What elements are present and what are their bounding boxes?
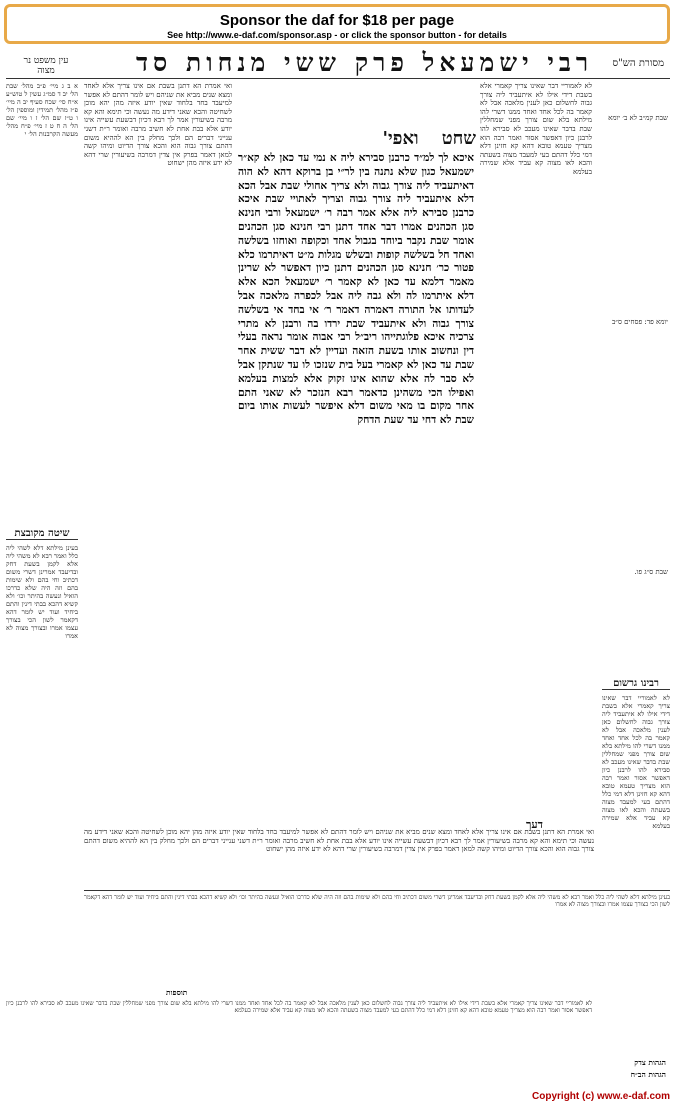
header-ein-mishpat-label: עין משפט נר מצוה <box>23 56 69 76</box>
header-title: רבי ישמעאל פרק ששי מנחות סד <box>136 48 594 77</box>
sponsor-title[interactable]: Sponsor the daf for $18 per page <box>219 12 455 29</box>
ein-mishpat-column: א ב ג מיי׳ פ״ב מהל׳ שבת הל׳ יב ד סמ״ג עשין ל טוש״ע א״ח סי׳ שכח סעיף יב ה מיי׳ פ״ז מהל׳ תמידין ומוספין הל׳ ו ט״ז שם הל׳ ז ו מיי׳ שם הל׳ ה ח ט ז מיי׳ פ״ח מהל׳ מעשה הקרבנות הל׳ י <box>6 82 78 138</box>
header-tractate: מסורת הש"ס <box>612 58 664 69</box>
footer-section-label: תוספות <box>166 988 188 997</box>
tosafot-column-top: ואי אמרת הא דתנן בשבת אם אינו צריך אלא לאחד ומצא שנים מביא את שניהם ויש לומר דהתם לא אפשר למיעבד בחד בלחוד שאין יודע איזה מהן יהא מוכן לשחיטה והכא שאני דידע מה נעשה וכי תימא והא קא מרבה בשיעורין אמר לך רבא דכיון דבשעת עשייה אינו יודע אלא בבת אחת לא חשיב מרבה ואומר ר״ת דשני ענייני דברים הם ולכך מחלק בין הא לההיא משום דהתם צורך גבוה הוא והכא צורך הדיוט ומיהו קשה למאן דאמר בפרק אין צדין דמרבה בשיעורין שרי דהא לא ידע איזה מהן ישחוט <box>84 82 232 168</box>
sponsor-subtitle[interactable]: See http://www.e-daf.com/sponsor.asp - or click the sponsor button - for details <box>167 30 507 40</box>
footnotes: בעינן מילתא דלא לשהי ליה כלל ואמר רבא לא משהי ליה אלא לקמן בשעת דחק ובדיעבד אמרינן דשרי משום דכתיב וחי בהם ולא שימות בהם וזה היה שלא כדרכו הואיל ונעשה בהיתר וכו׳ ולא קשיא דהכא בבתי דינין והתם ביחיד ועוד יש לומר דהא דקאמר לשון הכי בצורך עצמו אמרו ובצורך מצוה לא אמרו <box>84 894 670 909</box>
side-section-title: שיטה מקובצת <box>6 528 78 540</box>
copyright-link[interactable]: Copyright (c) www.e-daf.com <box>532 1091 670 1102</box>
main-head-word: שחט <box>441 128 476 149</box>
footnote-rule <box>84 890 670 891</box>
header-rule <box>6 78 670 79</box>
gemara-text: איכא לך למ״ד כרבנן סבירא ליה א נמי עד כאן לא קא״ר ישמעאל כגון שלא נתנה בין לר״י בן ברוקא דהא לא הוה דאיתעביד ליה צורך גבוה ולא צריך אחולי שבת אבל הכא דלא איתעביד ליה צורך גבוה וצריך לאתויי שבת איכא כרבנן סבירא ליה אלא אמר רבה ר׳ ישמעאל ורבי חנינא סגן הכהנים אמרו דבר אחד דתנן רבי חנינא סגן הכהנים אומר שבת נקבר ביוחד בגבול אחד וכקופה ואוחזו בשלשה ואחד חל בשלשה קופות ובשלש מגלות מ״ט דאיתרמו כלא פטור כר׳ חנינא סגן הכהנים דתנן כיון דאפשר לא שרינן מאמר דלמא עד כאן לא קאמר ר׳ ישמעאל הכא אלא דלא איתרמו לה ולא גבה ליה אבל לכפרה מלאכה אבל לעדותו אל התורה דאמרה דאמר ר׳ אי בחד אי בשלשה צורך גבוה ולא איתעביד שבת ירדו בה ורבנן לא מתרי צרכיה איכא פלוגתייהו ריב״ל רבי אבוה אומר נראה בעלי דין ונחשוב אותו בשעת הזאה ועדיין לא דבר ששית אחר שבת עד כאן לא קאמרי בעל בית שנזכו לו עד שנתקן אבל לא סבר לה אלא שהוא אינו זקוק אלא למצות בעלמא ואפילו הכי משהינן כדאמר רבא הנזכר לא שאני התם אחר מקום בו מאי משום דלא איפשר לעשות אותו ביום שבת לא דחי עד שעת הדחק <box>238 152 474 427</box>
margin-note: שבת ס״ג פו. <box>634 568 668 576</box>
footer-section-label: הגהות הב״ח <box>630 1070 666 1079</box>
catchword: דעך <box>526 818 543 831</box>
main-heading <box>236 128 476 148</box>
rabbeinu-gershom-title: רבינו גרשום <box>602 678 670 690</box>
side-section-text: בעינן מילתא דלא לשהי ליה כלל ואמר רבא לא משהי ליה אלא לקמן בשעת דחק ובדיעבד אמרינן דשרי משום דכתיב וחי בהם ולא שימות בהם וזה היה שלא כדרכו הואיל ונעשה בהיתר וכו׳ ולא קשיא דהכא בבתי דינין והתם ביחיד ועוד יש לומר דהא דקאמר לשון הכי בצורך עצמו אמרו ובצורך מצוה לא אמרו <box>6 544 78 640</box>
margin-note: יומא פד: פסחים ס״ב <box>611 318 668 326</box>
footer-section-label: הגהות צדק <box>634 1058 666 1067</box>
sponsor-banner[interactable] <box>4 4 670 44</box>
main-head-word-2: ואפי' <box>382 128 419 149</box>
margin-note: שבת קמ״ב לא ב׳ יומא <box>608 114 668 122</box>
page-header <box>6 48 670 78</box>
rashi-column-top: לא לאמוריי דבר שאינו צריך קאמרי אלא בשבת דידי אילו לא איתעביד ליה צורך גבוה לחשלום כאן לענין מלאכה אבל לא קאמר בה לכל אחד ואחד ממנו דשרי להו מילתא בלא שום צורך מפני שמחללין שבת בדבר שאינו מעכב לא סבירא להו לרבנן כיון דאפשר אסור ואמר רבה הוא מצריך טעמא טובא דהא קא חזינן דלא דמי כלל דהתם בעי למעבד מצוה בשעתה והכא לאו מצוה קא עביד אלא שמירה בעלמא <box>480 82 592 176</box>
footer-text: לא לאמוריי דבר שאינו צריך קאמרי אלא בשבת דידי אילו לא איתעביד ליה צורך גבוה לחשלום כאן לענין מלאכה אבל לא קאמר בה לכל אחד ואחד ממנו דשרי להו מילתא בלא שום צורך מפני שמחללין שבת בדבר שאינו מעכב לא סבירא להו לרבנן כיון דאפשר אסור ואמר רבה הוא מצריך טעמא טובא דהא קא חזינן דלא דמי כלל דהתם בעי למעבד מצוה בשעתה והכא לאו מצוה קא עביד אלא שמירה בעלמא <box>6 1000 592 1015</box>
rabbeinu-gershom-text: לא לאמוריי דבר שאינו צריך קאמרי אלא בשבת דידי אילו לא איתעביד ליה צורך גבוה לחשלום כאן לענין מלאכה אבל לא קאמר בה לכל אחד ואחד ממנו דשרי להו מילתא בלא שום צורך מפני שמחללין שבת בדבר שאינו מעכב לא סבירא להו לרבנן כיון דאפשר אסור ואמר רבה הוא מצריך טעמא טובא דהא קא חזינן דלא דמי כלל דהתם בעי למעבד מצוה בשעתה והכא לאו מצוה קא עביד אלא שמירה בעלמא <box>602 694 670 830</box>
talmud-page <box>6 48 670 1088</box>
lower-commentary: ואי אמרת הא דתנן בשבת אם אינו צריך אלא לאחד ומצא שנים מביא את שניהם ויש לומר דהתם לא אפשר למיעבד בחד בלחוד שאין יודע איזה מהן יהא מוכן לשחיטה והכא שאני דידע מה נעשה וכי תימא והא קא מרבה בשיעורין אמר לך רבא דכיון דבשעת עשייה אינו יודע אלא בבת אחת לא חשיב מרבה ואומר ר״ת דשני ענייני דברים הם ולכך מחלק בין הא לההיא משום דהתם צורך גבוה הוא והכא צורך הדיוט ומיהו קשה למאן דאמר בפרק אין צדין דמרבה בשיעורין שרי דהא לא ידע איזה מהן ישחוט <box>84 828 594 854</box>
